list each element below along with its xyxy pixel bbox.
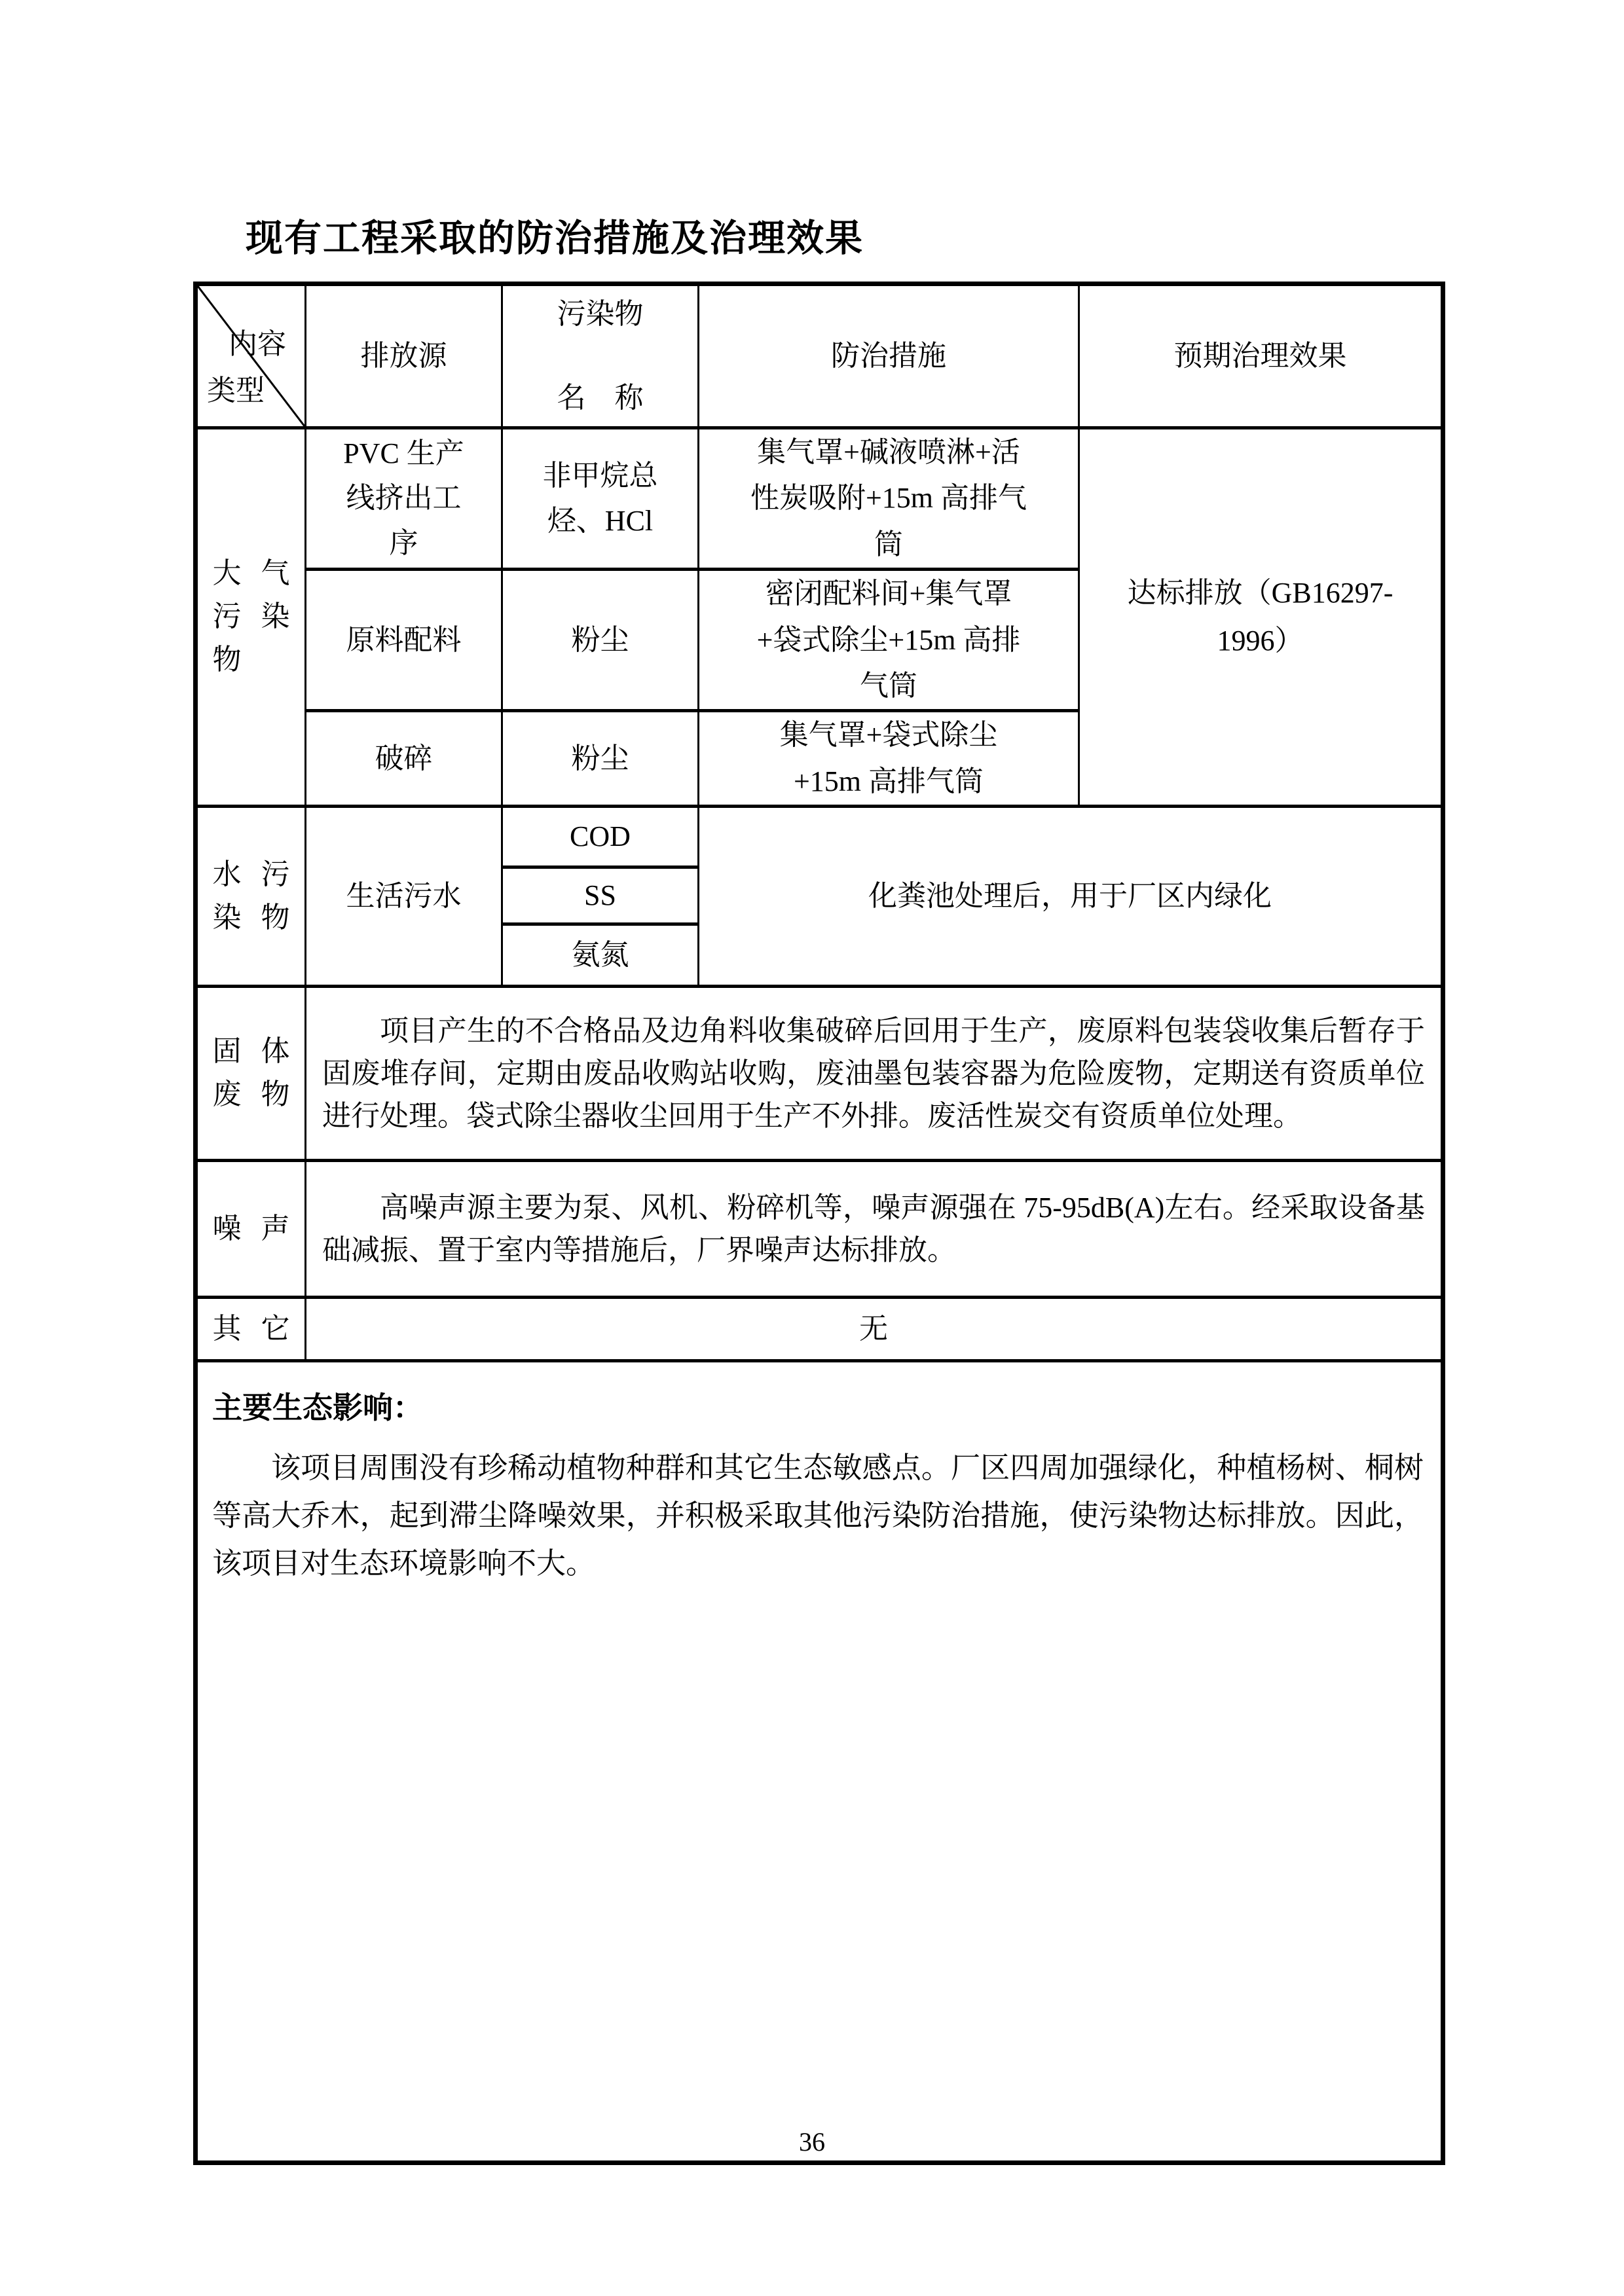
air-pollutant-3: 粉尘 (502, 711, 699, 807)
air-pollutant-1: 非甲烷总烃、HCl (502, 428, 699, 570)
air-source-3: 破碎 (306, 711, 502, 807)
air-source-1: PVC 生产线挤出工序 (306, 428, 502, 570)
ecology-paragraph: 该项目周围没有珍稀动植物种群和其它生态敏感点。厂区四周加强绿化，种植杨树、桐树等高大乔木，起到滞尘降噪效果，并积极采取其他污染防治措施，使污染物达标排放。因此，该项目对生态环境影响不大。 (212, 1451, 1424, 1580)
water-source-cell: 生活污水 (306, 807, 502, 987)
water-measure-cell: 化粪池处理后，用于厂区内绿化 (699, 807, 1443, 987)
header-pollutant-column (502, 284, 699, 428)
ecology-cell (196, 1361, 1443, 2163)
ecology-heading: 主要生态影响： (212, 1391, 423, 1425)
solid-category-cell (196, 987, 306, 1161)
air-source-2: 原料配料 (306, 570, 502, 711)
water-pollutant-nh3: 氨氮 (502, 924, 699, 987)
header-pollutant-lines (503, 292, 697, 420)
page-title: 现有工程采取的防治措施及治理效果 (246, 217, 864, 259)
water-pollutant-cod: COD (502, 807, 699, 867)
air-measure-1: 集气罩+碱液喷淋+活性炭吸附+15m 高排气筒 (699, 428, 1079, 570)
header-content-label: 内容 (229, 328, 286, 360)
other-row (196, 1298, 1443, 1361)
water-pollutant-ss: SS (502, 867, 699, 924)
ecology-row (196, 1361, 1443, 2163)
other-value-cell: 无 (306, 1298, 1443, 1361)
water-category-label: 水污染物 (212, 858, 290, 934)
measures-table (193, 282, 1445, 2165)
water-category-cell (196, 807, 306, 987)
header-source-column: 排放源 (306, 284, 502, 428)
noise-category-cell (196, 1161, 306, 1298)
header-effect-column: 预期治理效果 (1079, 284, 1443, 428)
noise-row (196, 1161, 1443, 1298)
noise-text-cell: 高噪声源主要为泵、风机、粉碎机等，噪声源强在 75-95dB(A)左右。经采取设备基础减振、置于室内等措施后，厂界噪声达标排放。 (306, 1161, 1443, 1298)
header-row (196, 284, 1443, 428)
air-row-extrusion (196, 428, 1443, 570)
air-effect-cell: 达标排放（GB16297-1996） (1079, 428, 1443, 807)
other-category-label: 其它 (212, 1313, 290, 1345)
air-category-cell (196, 428, 306, 807)
air-pollutant-2: 粉尘 (502, 570, 699, 711)
solid-text-cell: 项目产生的不合格品及边角料收集破碎后回用于生产，废原料包装袋收集后暂存于固废堆存间，定期由废品收购站收购，废油墨包装容器为危险废物，定期送有资质单位进行处理。袋式除尘器收尘回用于生产不外排。废活性炭交有资质单位处理。 (306, 987, 1443, 1161)
water-row-cod (196, 807, 1443, 867)
noise-category-label: 噪声 (212, 1212, 290, 1245)
other-category-cell (196, 1298, 306, 1361)
header-type-label: 类型 (207, 374, 265, 407)
air-measure-3: 集气罩+袋式除尘+15m 高排气筒 (699, 711, 1079, 807)
header-pollutant-line2: 名 称 (557, 382, 644, 414)
solid-waste-row (196, 987, 1443, 1161)
header-diagonal-cell (196, 284, 306, 428)
air-measure-2: 密闭配料间+集气罩+袋式除尘+15m 高排气筒 (699, 570, 1079, 711)
page-number: 36 (799, 2127, 825, 2157)
solid-category-label: 固体废物 (212, 1035, 290, 1111)
header-measures-column: 防治措施 (699, 284, 1079, 428)
header-pollutant-line1: 污染物 (557, 297, 644, 330)
air-category-label: 大气污染物 (212, 556, 290, 676)
